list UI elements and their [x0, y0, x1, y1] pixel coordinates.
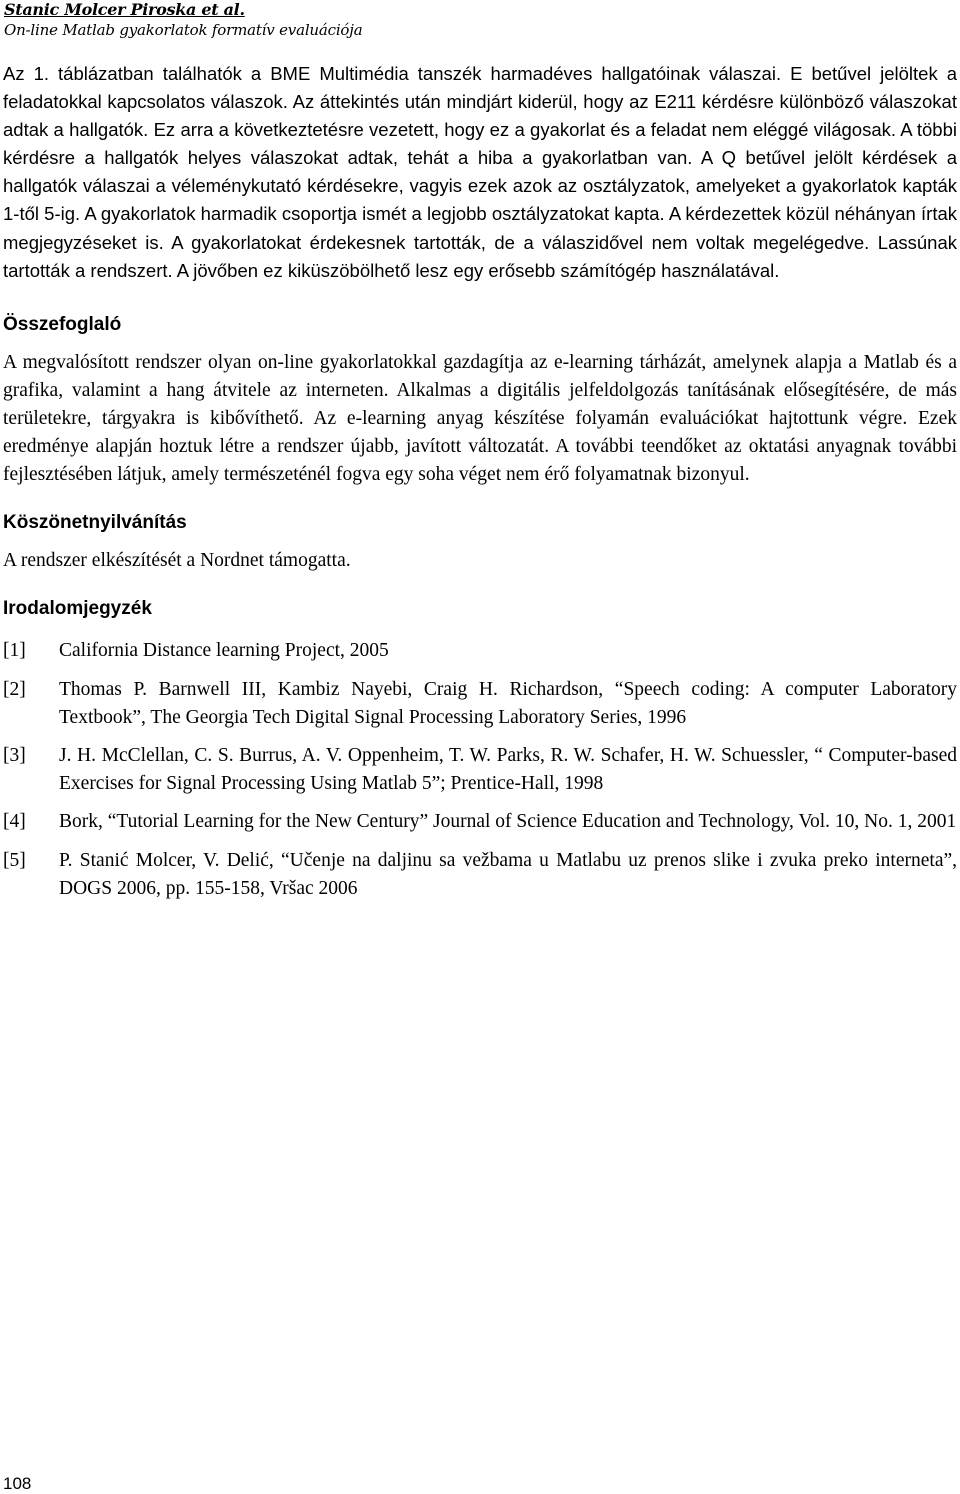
reference-item	[3, 676, 957, 732]
reference-item	[3, 637, 957, 665]
reference-text: California Distance learning Project, 2005	[59, 640, 389, 662]
running-header	[4, 0, 362, 40]
reference-number: [5]	[3, 849, 26, 871]
header-authors: Stanic Molcer Piroska et al.	[4, 0, 245, 19]
reference-number: [4]	[3, 811, 26, 833]
reference-text: Thomas P. Barnwell III, Kambiz Nayebi, Craig H. Richardson, “Speech coding: A computer Laboratory Textbook”, The Georgia Tech Digital Signal Processing Laboratory Series, 1996	[59, 678, 957, 728]
reference-number: [1]	[3, 640, 26, 662]
reference-item	[3, 742, 957, 798]
summary-paragraph: A megvalósított rendszer olyan on-line gyakorlatokkal gazdagítja az e-learning tárházát, amelynek alapja a Matlab és a grafika, valamint a hang átvitele az interneten. Alkalmas a digitális jelfeldolgozás tanításának elősegítésére, de más területekre, tárgyakra is kibővíthető. Az e-learning anyag készítése folyamán evaluációkat hajtottunk végre. Ezek eredménye alapján hoztuk létre a rendszer újabb, javított változatát. A további teendőket az oktatási anyagnak további fejlesztésében látjuk, amely természeténél fogva egy soha véget nem érő folyamatnak bizonyul.	[3, 351, 957, 486]
reference-number: [2]	[3, 678, 26, 700]
intro-paragraph: Az 1. táblázatban találhatók a BME Multimédia tanszék harmadéves hallgatóinak válaszai. E betűvel jelöltek a feladatokkal kapcsolatos válaszok. Az áttekintés után mindjárt kiderül, hogy az E211 kérdésre különböző válaszokat adtak a hallgatók. Ez arra a következtetésre vezetett, hogy ez a gyakorlat és a feladat nem eléggé világosak. A többi kérdésre a hallgatók helyes válaszokat adtak, tehát a hiba a gyakorlatban van. A Q betűvel jelölt kérdések a hallgatók válaszai a véleménykutató kérdésekre, vagyis ezek azok az osztályzatok, amelyeket a gyakorlatok kapták 1-től 5-ig. A gyakorlatok harmadik csoportja ismét a legjobb osztályzatokat kapta. A kérdezettek közül néhányan írtak megjegyzéseket is. A gyakorlatokat érdekesnek tartották, de a válaszidővel nem voltak megelégedve. Lassúnak tartották a rendszert. A jövőben ez kiküszöbölhető lesz egy erősebb számítógép használatával.	[3, 63, 957, 281]
reference-text: P. Stanić Molcer, V. Delić, “Učenje na daljinu sa vežbama u Matlabu uz prenos slike i zvuka preko interneta”, DOGS 2006, pp. 155-158, Vršac 2006	[59, 849, 957, 899]
page-number: 108	[3, 1474, 32, 1493]
references-heading: Irodalomjegyzék	[3, 598, 152, 620]
summary-heading: Összefoglaló	[3, 313, 122, 335]
reference-number: [3]	[3, 744, 26, 766]
reference-text: Bork, “Tutorial Learning for the New Century” Journal of Science Education and Technology, Vol. 10, No. 1, 2001	[59, 811, 957, 833]
acknowledgement-heading: Köszönetnyilvánítás	[3, 512, 187, 534]
acknowledgement-paragraph: A rendszer elkészítését a Nordnet támogatta.	[3, 550, 351, 572]
reference-item	[3, 847, 957, 903]
reference-item	[3, 808, 957, 836]
header-subtitle: On-line Matlab gyakorlatok formatív evaluációja	[4, 21, 363, 39]
reference-text: J. H. McClellan, C. S. Burrus, A. V. Oppenheim, T. W. Parks, R. W. Schafer, H. W. Schuessler, “ Computer-based Exercises for Signal Processing Using Matlab 5”; Prentice-Hall, 1998	[59, 744, 957, 795]
page-body	[3, 60, 957, 903]
